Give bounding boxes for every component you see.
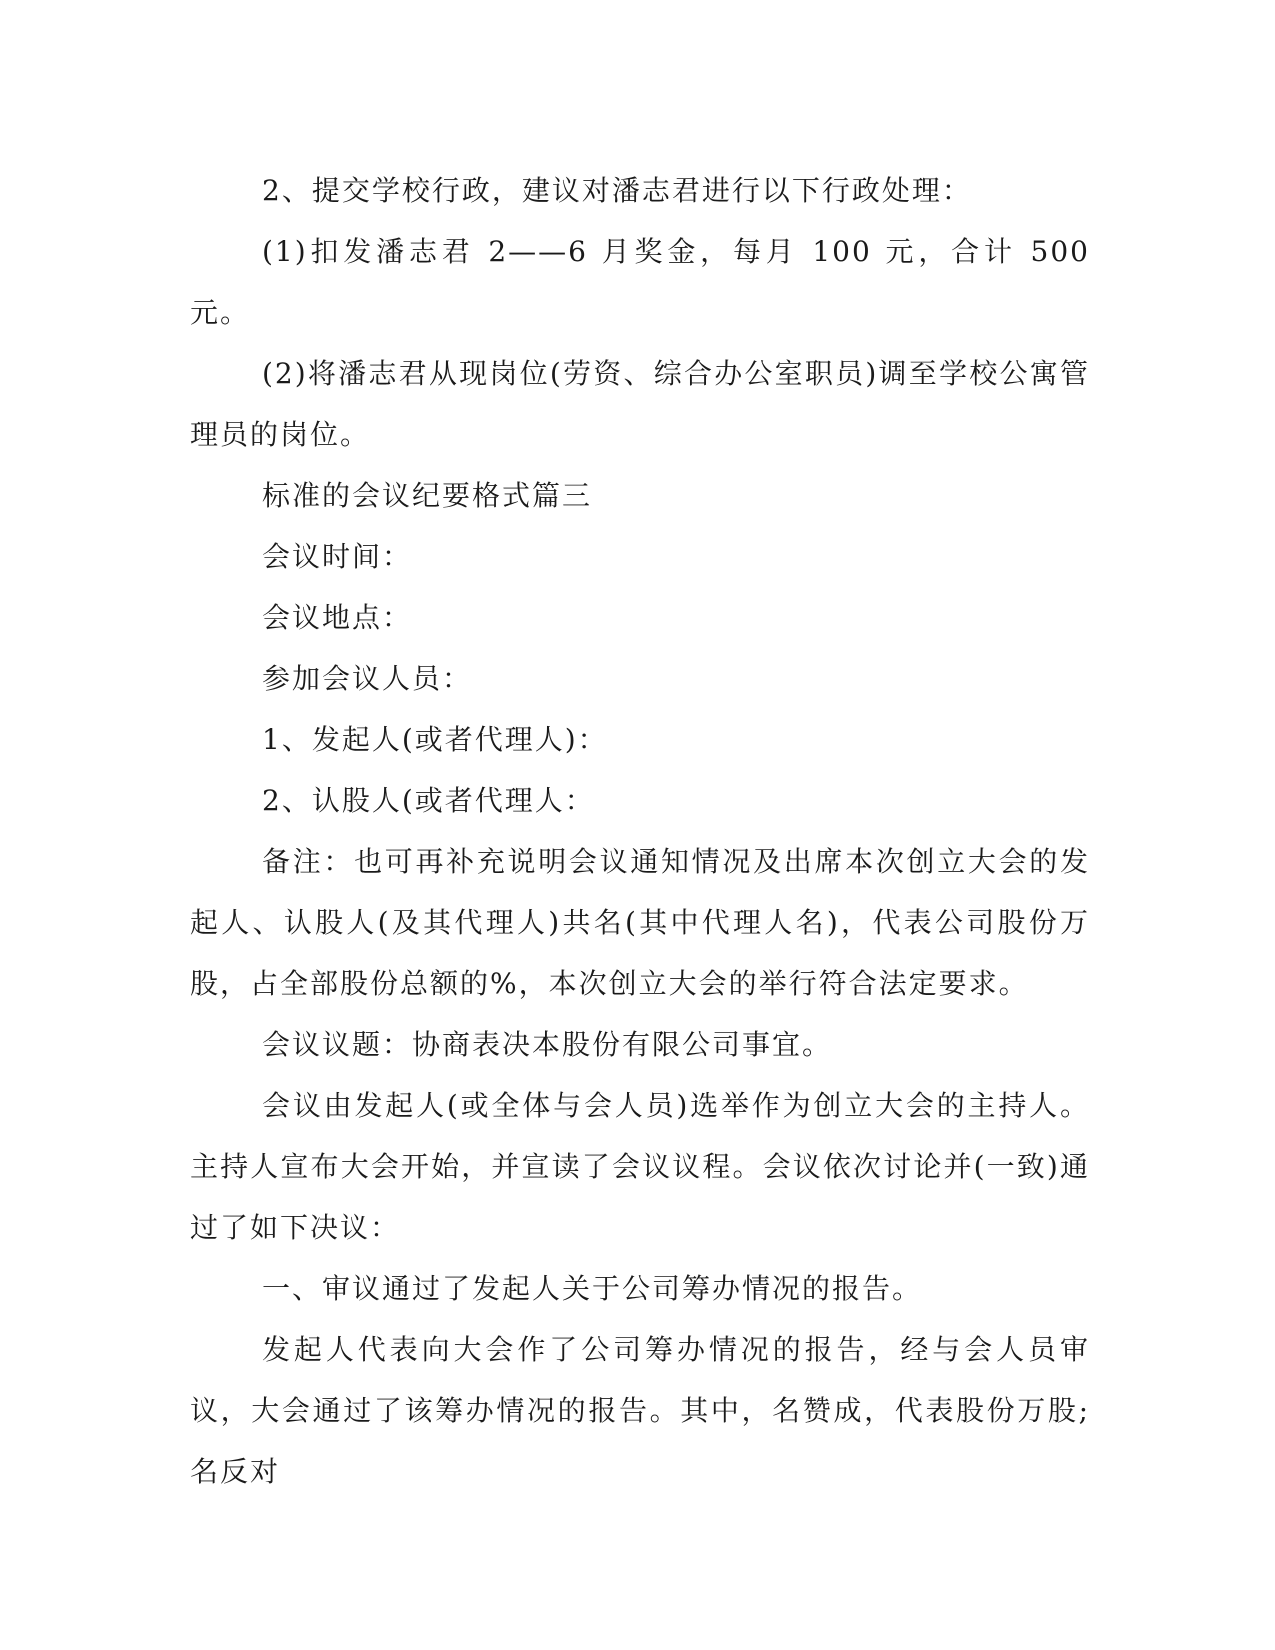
paragraph: (1)扣发潘志君 2——6 月奖金，每月 100 元，合计 500 元。	[190, 235, 1090, 329]
meeting-time-label: 会议时间：	[262, 540, 413, 573]
paragraph: 会议议题：协商表决本股份有限公司事宜。	[262, 1028, 833, 1061]
paragraph: 备注：也可再补充说明会议通知情况及出席本次创立大会的发起人、认股人(及其代理人)共名(其中代理人名)，代表公司股份万股，占全部股份总额的%，本次创立大会的举行符合法定要求。	[190, 845, 1090, 1000]
paragraph: 一、审议通过了发起人关于公司筹办情况的报告。	[262, 1272, 923, 1305]
paragraph: 1、发起人(或者代理人)：	[262, 723, 608, 756]
document-body	[190, 160, 1090, 1502]
meeting-place-label: 会议地点：	[262, 601, 413, 634]
paragraph: 2、认股人(或者代理人：	[262, 784, 595, 817]
attendees-label: 参加会议人员：	[262, 662, 473, 695]
paragraph: (2)将潘志君从现岗位(劳资、综合办公室职员)调至学校公寓管理员的岗位。	[190, 357, 1090, 451]
paragraph: 会议由发起人(或全体与会人员)选举作为创立大会的主持人。主持人宣布大会开始，并宣读了会议议程。会议依次讨论并(一致)通过了如下决议：	[190, 1089, 1090, 1244]
section-heading: 标准的会议纪要格式篇三	[262, 479, 593, 512]
paragraph: 2、提交学校行政，建议对潘志君进行以下行政处理：	[262, 174, 972, 207]
paragraph: 发起人代表向大会作了公司筹办情况的报告，经与会人员审议，大会通过了该筹办情况的报告。其中，名赞成，代表股份万股;名反对	[190, 1333, 1090, 1488]
